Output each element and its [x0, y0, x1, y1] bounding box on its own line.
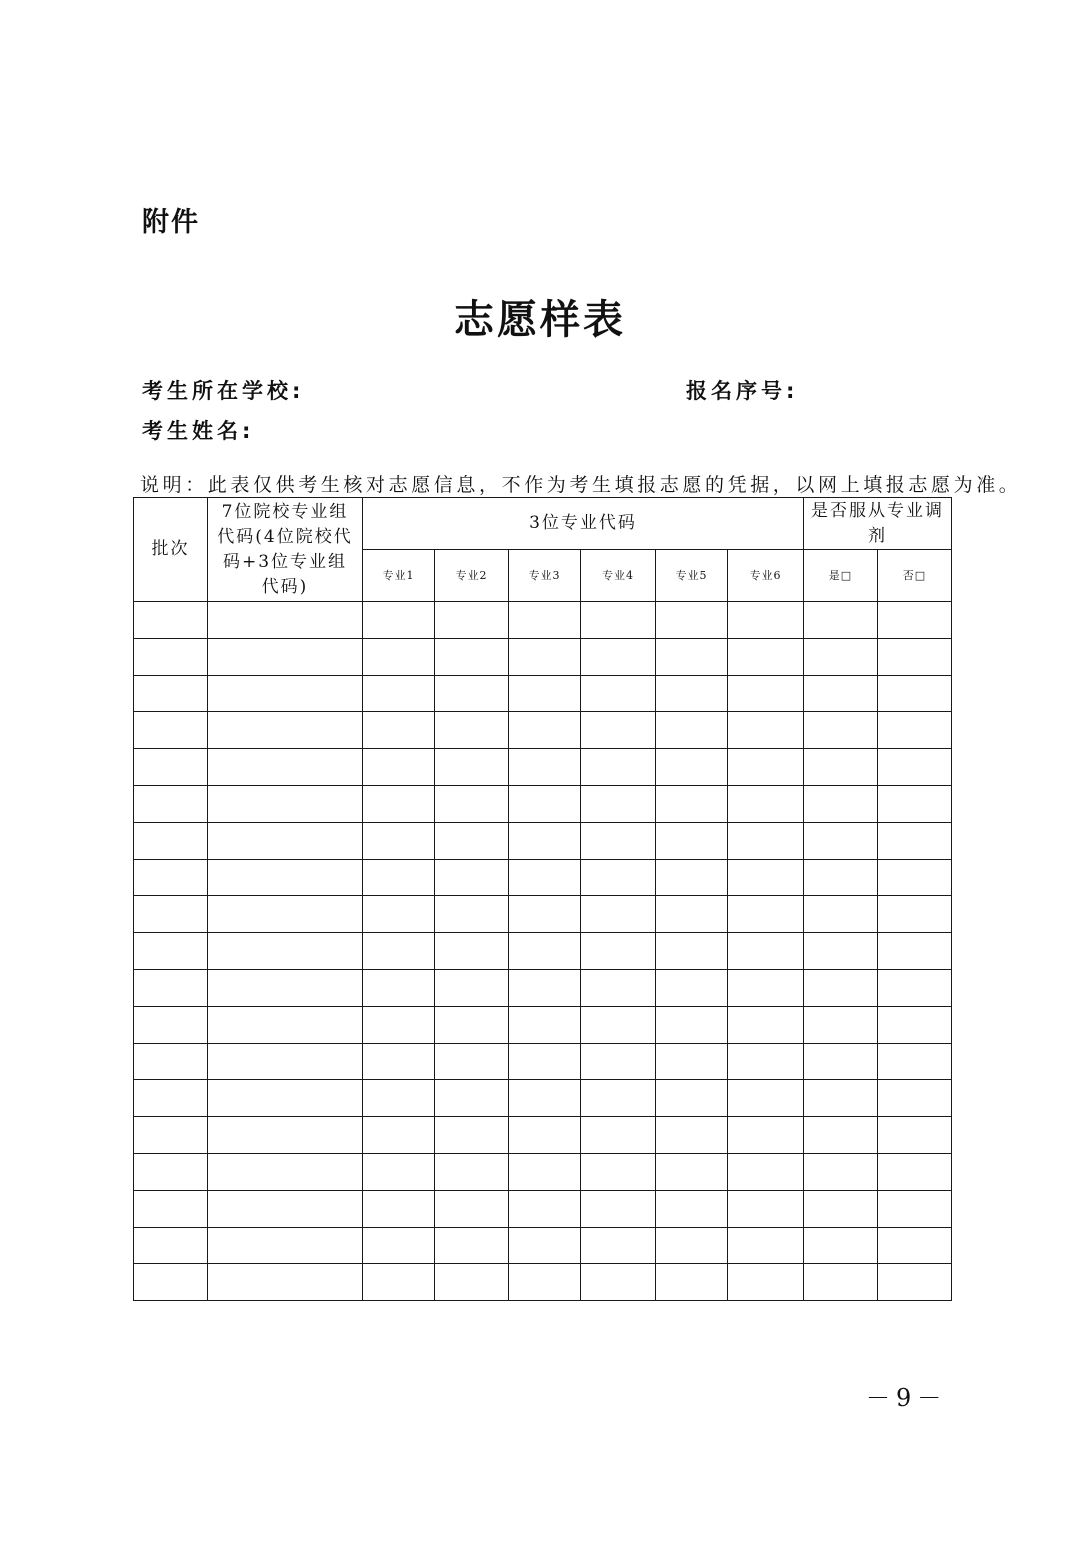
table-cell[interactable]	[804, 1264, 878, 1301]
table-row	[134, 969, 952, 1006]
table-cell[interactable]	[878, 1190, 952, 1227]
table-cell[interactable]	[363, 1264, 435, 1301]
table-cell[interactable]	[134, 1006, 208, 1043]
table-cell[interactable]	[581, 638, 656, 675]
table-cell[interactable]	[878, 1117, 952, 1154]
table-cell[interactable]	[435, 785, 509, 822]
table-cell[interactable]	[509, 1080, 581, 1117]
table-cell[interactable]	[208, 675, 363, 712]
table-cell[interactable]	[878, 859, 952, 896]
table-cell[interactable]	[581, 602, 656, 639]
header-major-2: 专业2	[435, 550, 509, 602]
header-major-3: 专业3	[509, 550, 581, 602]
table-cell[interactable]	[363, 1006, 435, 1043]
table-cell[interactable]	[728, 675, 804, 712]
header-adjust-no: 否□	[878, 550, 952, 602]
table-cell[interactable]	[728, 1227, 804, 1264]
table-cell[interactable]	[134, 822, 208, 859]
table-cell[interactable]	[134, 1190, 208, 1227]
table-cell[interactable]	[656, 785, 728, 822]
table-cell[interactable]	[363, 749, 435, 786]
table-cell[interactable]	[581, 1043, 656, 1080]
table-cell[interactable]	[208, 1006, 363, 1043]
table-cell[interactable]	[656, 896, 728, 933]
table-cell[interactable]	[134, 638, 208, 675]
table-cell[interactable]	[509, 602, 581, 639]
table-row	[134, 933, 952, 970]
table-cell[interactable]	[134, 859, 208, 896]
table-row	[134, 1043, 952, 1080]
table-cell[interactable]	[581, 933, 656, 970]
table-cell[interactable]	[134, 749, 208, 786]
registration-number-label: 报名序号:	[686, 379, 799, 403]
table-cell[interactable]	[878, 933, 952, 970]
table-cell[interactable]	[208, 1043, 363, 1080]
table-cell[interactable]	[435, 1043, 509, 1080]
table-cell[interactable]	[134, 969, 208, 1006]
table-cell[interactable]	[208, 969, 363, 1006]
table-cell[interactable]	[435, 1264, 509, 1301]
table-cell[interactable]	[804, 785, 878, 822]
table-cell[interactable]	[435, 859, 509, 896]
table-cell[interactable]	[509, 785, 581, 822]
table-cell[interactable]	[656, 1117, 728, 1154]
table-cell[interactable]	[581, 1227, 656, 1264]
table-cell[interactable]	[656, 675, 728, 712]
note-text: 说明：此表仅供考生核对志愿信息，不作为考生填报志愿的凭据，以网上填报志愿为准。	[140, 474, 1022, 496]
table-cell[interactable]	[878, 896, 952, 933]
table-cell[interactable]	[728, 749, 804, 786]
table-cell[interactable]	[728, 1117, 804, 1154]
table-cell[interactable]	[656, 638, 728, 675]
table-cell[interactable]	[435, 822, 509, 859]
table-cell[interactable]	[804, 1190, 878, 1227]
table-cell[interactable]	[728, 1080, 804, 1117]
table-cell[interactable]	[435, 1153, 509, 1190]
table-cell[interactable]	[878, 602, 952, 639]
table-cell[interactable]	[134, 896, 208, 933]
table-cell[interactable]	[435, 896, 509, 933]
table-cell[interactable]	[878, 822, 952, 859]
table-row	[134, 1264, 952, 1301]
table-row	[134, 1227, 952, 1264]
table-cell[interactable]	[804, 602, 878, 639]
table-cell[interactable]	[878, 1264, 952, 1301]
table-cell[interactable]	[804, 638, 878, 675]
table-cell[interactable]	[363, 969, 435, 1006]
table-cell[interactable]	[581, 1190, 656, 1227]
table-cell[interactable]	[656, 859, 728, 896]
table-cell[interactable]	[134, 1153, 208, 1190]
table-cell[interactable]	[363, 859, 435, 896]
table-cell[interactable]	[804, 675, 878, 712]
table-cell[interactable]	[134, 602, 208, 639]
table-cell[interactable]	[728, 859, 804, 896]
table-cell[interactable]	[581, 1080, 656, 1117]
table-cell[interactable]	[208, 1227, 363, 1264]
table-cell[interactable]	[363, 1080, 435, 1117]
table-cell[interactable]	[878, 969, 952, 1006]
header-adjust: 是否服从专业调剂	[804, 498, 952, 550]
table-cell[interactable]	[728, 785, 804, 822]
table-cell[interactable]	[435, 1190, 509, 1227]
header-major-6: 专业6	[728, 550, 804, 602]
table-row	[134, 1153, 952, 1190]
table-cell[interactable]	[581, 1117, 656, 1154]
table-row	[134, 1080, 952, 1117]
table-cell[interactable]	[728, 969, 804, 1006]
table-cell[interactable]	[363, 712, 435, 749]
table-cell[interactable]	[509, 638, 581, 675]
table-cell[interactable]	[581, 712, 656, 749]
table-cell[interactable]	[804, 822, 878, 859]
table-row	[134, 712, 952, 749]
table-cell[interactable]	[363, 896, 435, 933]
table-cell[interactable]	[363, 1043, 435, 1080]
table-cell[interactable]	[728, 1190, 804, 1227]
table-cell[interactable]	[728, 822, 804, 859]
table-cell[interactable]	[878, 1227, 952, 1264]
table-cell[interactable]	[509, 933, 581, 970]
table-cell[interactable]	[509, 1117, 581, 1154]
table-cell[interactable]	[656, 1264, 728, 1301]
table-cell[interactable]	[208, 785, 363, 822]
table-cell[interactable]	[878, 785, 952, 822]
table-row	[134, 1006, 952, 1043]
table-cell[interactable]	[509, 822, 581, 859]
table-cell[interactable]	[804, 1153, 878, 1190]
table-cell[interactable]	[878, 1153, 952, 1190]
table-cell[interactable]	[656, 822, 728, 859]
table-cell[interactable]	[878, 1043, 952, 1080]
attachment-label: 附件	[142, 207, 200, 238]
application-form-table	[133, 497, 952, 1301]
table-cell[interactable]	[804, 1043, 878, 1080]
table-cell[interactable]	[804, 749, 878, 786]
table-cell[interactable]	[509, 1043, 581, 1080]
table-cell[interactable]	[581, 1153, 656, 1190]
header-group-code: 7位院校专业组代码(4位院校代码+3位专业组代码)	[208, 498, 363, 602]
table-cell[interactable]	[134, 712, 208, 749]
table-cell[interactable]	[728, 638, 804, 675]
table-cell[interactable]	[435, 933, 509, 970]
table-cell[interactable]	[581, 822, 656, 859]
table-cell[interactable]	[804, 933, 878, 970]
table-cell[interactable]	[363, 822, 435, 859]
table-cell[interactable]	[878, 675, 952, 712]
table-row	[134, 896, 952, 933]
table-cell[interactable]	[134, 1043, 208, 1080]
table-cell[interactable]	[509, 859, 581, 896]
page-title: 志愿样表	[454, 297, 626, 343]
table-cell[interactable]	[581, 969, 656, 1006]
table-cell[interactable]	[208, 1190, 363, 1227]
table-cell[interactable]	[804, 896, 878, 933]
table-cell[interactable]	[208, 859, 363, 896]
table-cell[interactable]	[509, 712, 581, 749]
table-cell[interactable]	[581, 1006, 656, 1043]
table-cell[interactable]	[363, 1190, 435, 1227]
table-cell[interactable]	[581, 1264, 656, 1301]
table-row	[134, 675, 952, 712]
table-cell[interactable]	[728, 1043, 804, 1080]
table-cell[interactable]	[509, 969, 581, 1006]
header-batch: 批次	[134, 498, 208, 602]
table-cell[interactable]	[656, 749, 728, 786]
table-cell[interactable]	[509, 1227, 581, 1264]
table-cell[interactable]	[363, 1117, 435, 1154]
table-row	[134, 1117, 952, 1154]
table-cell[interactable]	[509, 1264, 581, 1301]
table-cell[interactable]	[363, 933, 435, 970]
table-cell[interactable]	[878, 749, 952, 786]
table-cell[interactable]	[728, 712, 804, 749]
table-row	[134, 785, 952, 822]
table-cell[interactable]	[656, 1190, 728, 1227]
table-cell[interactable]	[134, 1264, 208, 1301]
table-cell[interactable]	[581, 749, 656, 786]
table-cell[interactable]	[363, 675, 435, 712]
table-cell[interactable]	[509, 1190, 581, 1227]
table-cell[interactable]	[804, 1006, 878, 1043]
table-cell[interactable]	[208, 1153, 363, 1190]
table-cell[interactable]	[208, 638, 363, 675]
table-cell[interactable]	[134, 933, 208, 970]
table-cell[interactable]	[656, 1153, 728, 1190]
table-cell[interactable]	[435, 712, 509, 749]
table-cell[interactable]	[208, 1080, 363, 1117]
table-cell[interactable]	[435, 1227, 509, 1264]
table-cell[interactable]	[656, 1043, 728, 1080]
table-cell[interactable]	[509, 749, 581, 786]
table-cell[interactable]	[208, 602, 363, 639]
table-cell[interactable]	[208, 749, 363, 786]
page-number: －9－	[866, 1384, 948, 1412]
table-cell[interactable]	[208, 822, 363, 859]
header-adjust-yes: 是□	[804, 550, 878, 602]
table-cell[interactable]	[435, 675, 509, 712]
table-cell[interactable]	[363, 1227, 435, 1264]
table-cell[interactable]	[728, 1153, 804, 1190]
table-cell[interactable]	[208, 1264, 363, 1301]
table-cell[interactable]	[728, 1264, 804, 1301]
table-cell[interactable]	[208, 712, 363, 749]
table-cell[interactable]	[509, 1006, 581, 1043]
table-cell[interactable]	[728, 896, 804, 933]
table-cell[interactable]	[656, 933, 728, 970]
table-cell[interactable]	[728, 933, 804, 970]
school-field-label: 考生所在学校:	[142, 379, 305, 403]
table-cell[interactable]	[509, 896, 581, 933]
table-cell[interactable]	[581, 785, 656, 822]
table-cell[interactable]	[878, 1006, 952, 1043]
table-cell[interactable]	[134, 1080, 208, 1117]
table-cell[interactable]	[656, 712, 728, 749]
table-cell[interactable]	[656, 1006, 728, 1043]
student-name-label: 考生姓名:	[142, 419, 255, 443]
table-cell[interactable]	[363, 785, 435, 822]
table-cell[interactable]	[208, 1117, 363, 1154]
table-cell[interactable]	[581, 859, 656, 896]
table-cell[interactable]	[581, 675, 656, 712]
table-cell[interactable]	[208, 933, 363, 970]
header-major-4: 专业4	[581, 550, 656, 602]
table-cell[interactable]	[435, 1117, 509, 1154]
table-cell[interactable]	[728, 1006, 804, 1043]
table-cell[interactable]	[804, 1117, 878, 1154]
table-cell[interactable]	[656, 1080, 728, 1117]
table-cell[interactable]	[878, 638, 952, 675]
table-cell[interactable]	[804, 969, 878, 1006]
table-cell[interactable]	[208, 896, 363, 933]
table-cell[interactable]	[804, 859, 878, 896]
table-cell[interactable]	[435, 1080, 509, 1117]
header-major-code: 3位专业代码	[363, 498, 804, 550]
table-cell[interactable]	[363, 602, 435, 639]
table-row	[134, 638, 952, 675]
table-cell[interactable]	[435, 969, 509, 1006]
table-row	[134, 749, 952, 786]
table-cell[interactable]	[804, 1080, 878, 1117]
table-cell[interactable]	[878, 1080, 952, 1117]
header-major-5: 专业5	[656, 550, 728, 602]
table-cell[interactable]	[509, 675, 581, 712]
table-cell[interactable]	[435, 638, 509, 675]
table-cell[interactable]	[804, 712, 878, 749]
table-cell[interactable]	[363, 638, 435, 675]
table-row	[134, 1190, 952, 1227]
table-cell[interactable]	[363, 1153, 435, 1190]
table-row	[134, 822, 952, 859]
table-cell[interactable]	[435, 1006, 509, 1043]
table-cell[interactable]	[134, 1117, 208, 1154]
table-cell[interactable]	[435, 602, 509, 639]
table-cell[interactable]	[656, 969, 728, 1006]
table-cell[interactable]	[581, 896, 656, 933]
header-major-1: 专业1	[363, 550, 435, 602]
table-cell[interactable]	[728, 602, 804, 639]
table-cell[interactable]	[656, 1227, 728, 1264]
table-cell[interactable]	[878, 712, 952, 749]
table-cell[interactable]	[435, 749, 509, 786]
table-cell[interactable]	[134, 675, 208, 712]
table-row	[134, 859, 952, 896]
table-cell[interactable]	[134, 1227, 208, 1264]
table-cell[interactable]	[656, 602, 728, 639]
table-cell[interactable]	[804, 1227, 878, 1264]
table-row	[134, 602, 952, 639]
table-cell[interactable]	[134, 785, 208, 822]
table-cell[interactable]	[509, 1153, 581, 1190]
